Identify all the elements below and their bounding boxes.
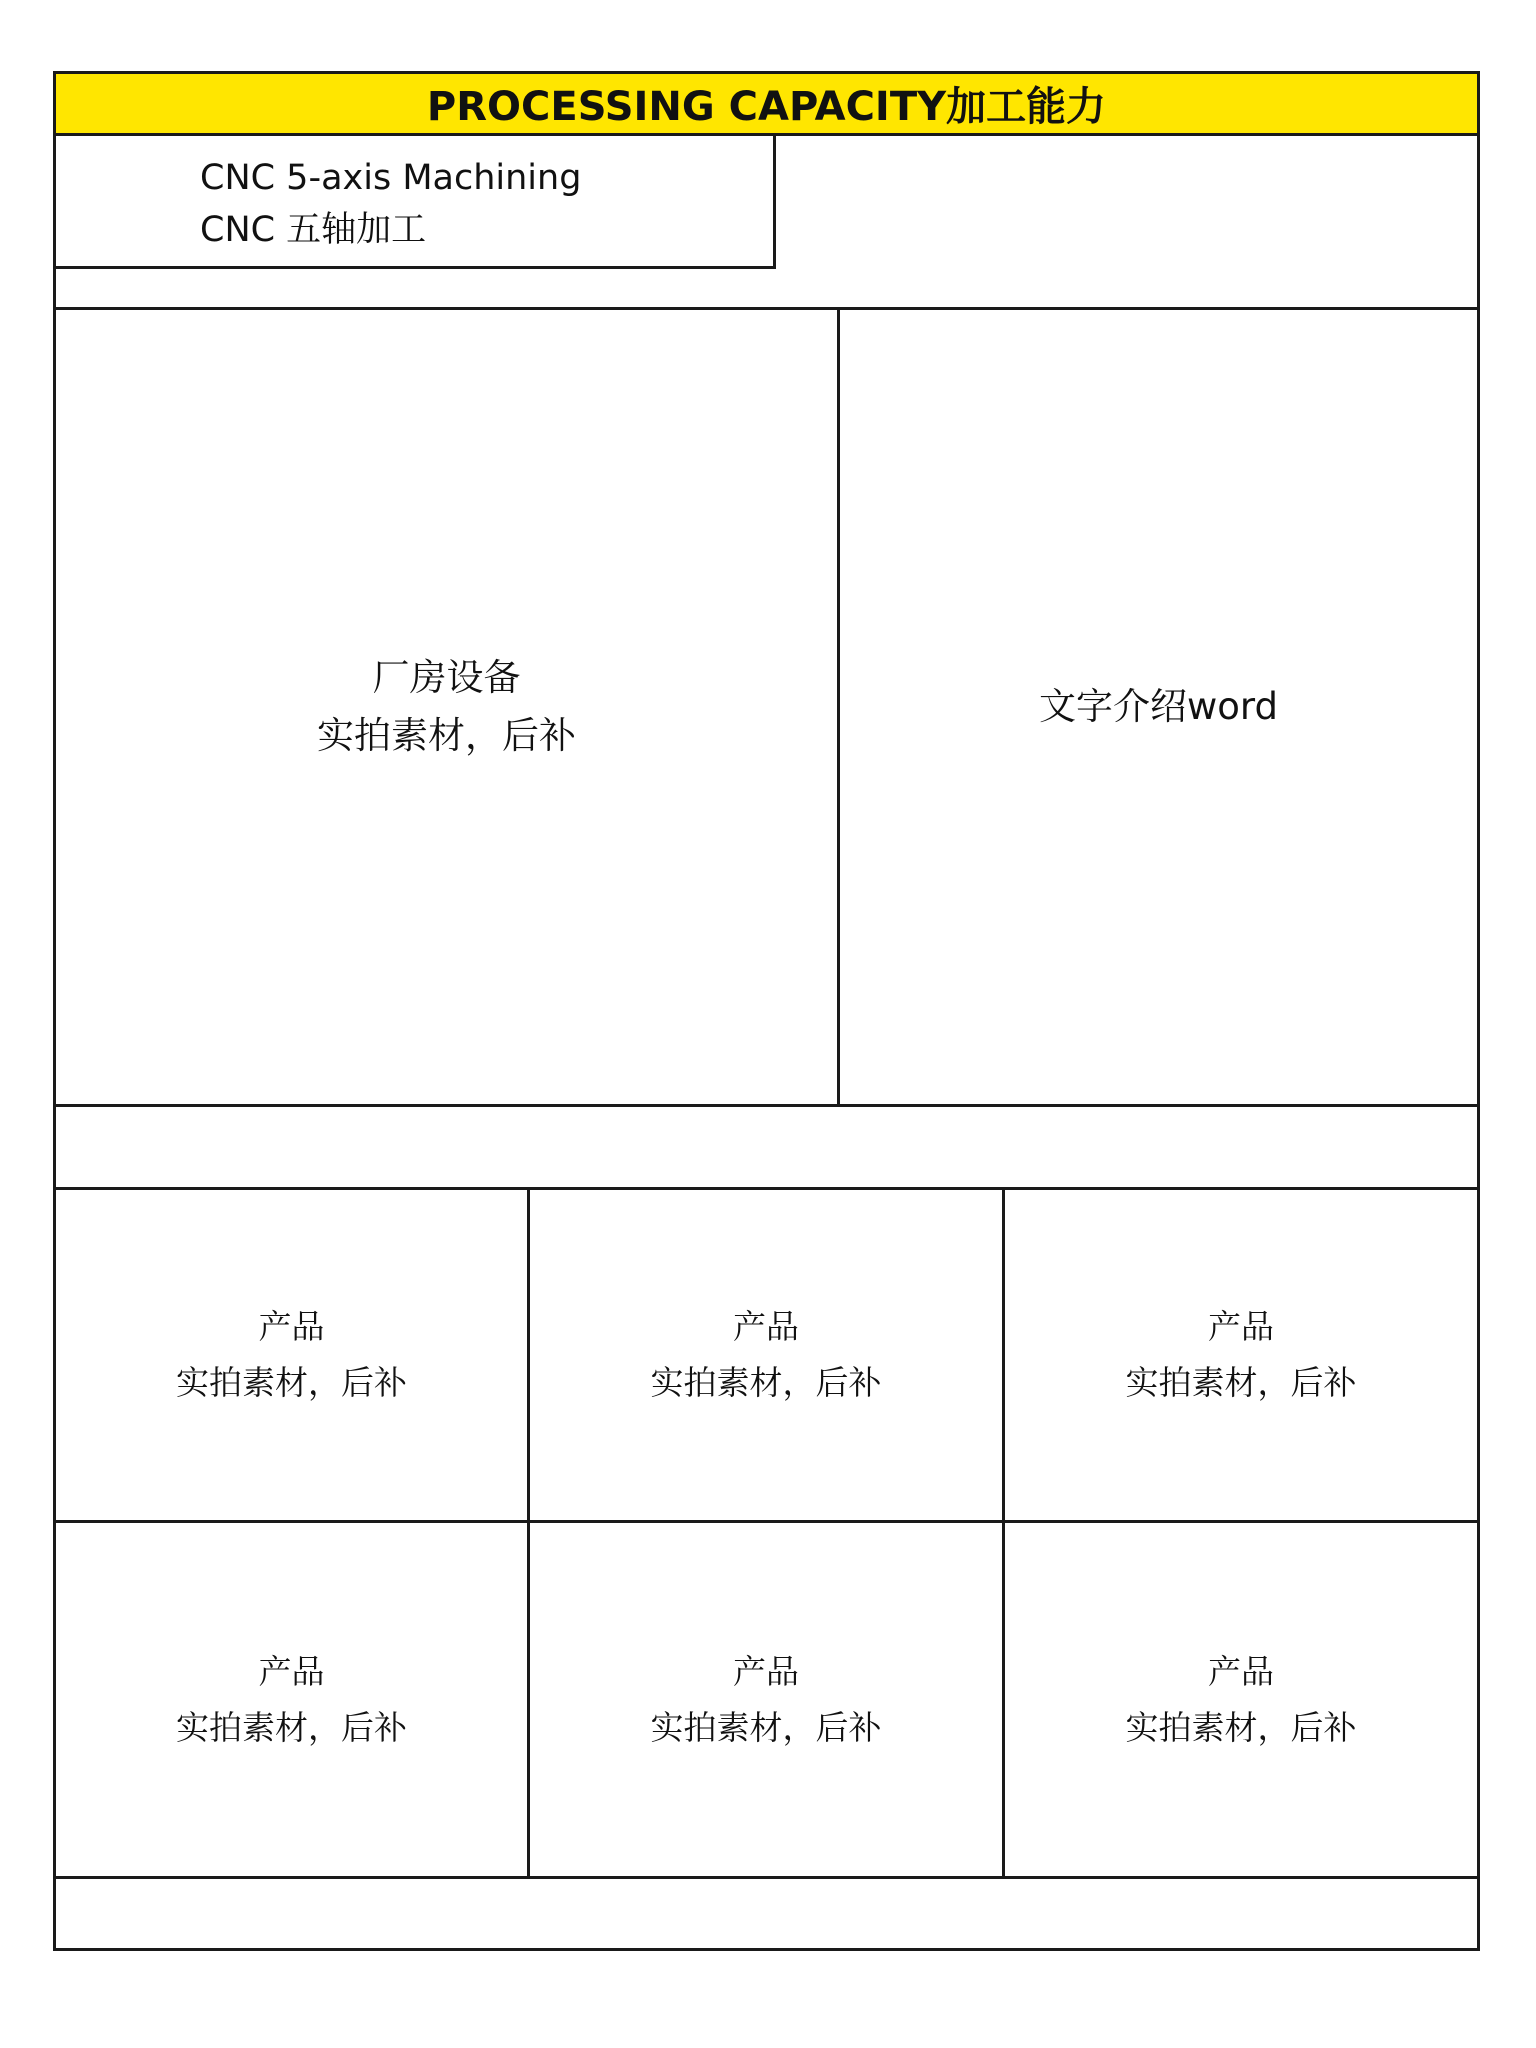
product-title: 产品 <box>258 1307 325 1346</box>
product-cell <box>530 1190 1002 1520</box>
product-title: 产品 <box>1208 1307 1274 1346</box>
product-cell <box>56 1523 527 1876</box>
product-note: 实拍素材，后补 <box>650 1707 882 1747</box>
subtitle-english: CNC 5-axis Machining <box>200 158 582 198</box>
divider-middle-section <box>56 1104 1477 1107</box>
factory-equipment-panel <box>56 310 837 1104</box>
product-cell <box>1005 1523 1477 1876</box>
subtitle-chinese: CNC 五轴加工 <box>200 210 427 250</box>
product-cell <box>1005 1190 1477 1520</box>
page-title <box>56 74 1477 136</box>
factory-equipment-note: 实拍素材，后补 <box>317 714 576 757</box>
product-cell <box>530 1523 1002 1876</box>
product-note: 实拍素材，后补 <box>650 1363 882 1402</box>
page-frame <box>53 71 1480 1951</box>
text-introduction-panel <box>840 310 1477 1104</box>
product-title: 产品 <box>733 1307 799 1346</box>
product-note: 实拍素材，后补 <box>176 1707 407 1747</box>
text-introduction-label: 文字介绍word <box>1039 685 1278 728</box>
divider-products-bottom <box>56 1876 1477 1879</box>
product-title: 产品 <box>733 1651 799 1691</box>
product-note: 实拍素材，后补 <box>176 1363 407 1402</box>
factory-equipment-title: 厂房设备 <box>372 656 521 699</box>
product-title: 产品 <box>258 1651 325 1691</box>
product-note: 实拍素材，后补 <box>1125 1707 1357 1747</box>
subtitle-box <box>56 136 776 269</box>
page-title-text: PROCESSING CAPACITY加工能力 <box>426 84 1107 130</box>
product-title: 产品 <box>1208 1651 1274 1691</box>
product-cell <box>56 1190 527 1520</box>
product-note: 实拍素材，后补 <box>1125 1363 1357 1402</box>
